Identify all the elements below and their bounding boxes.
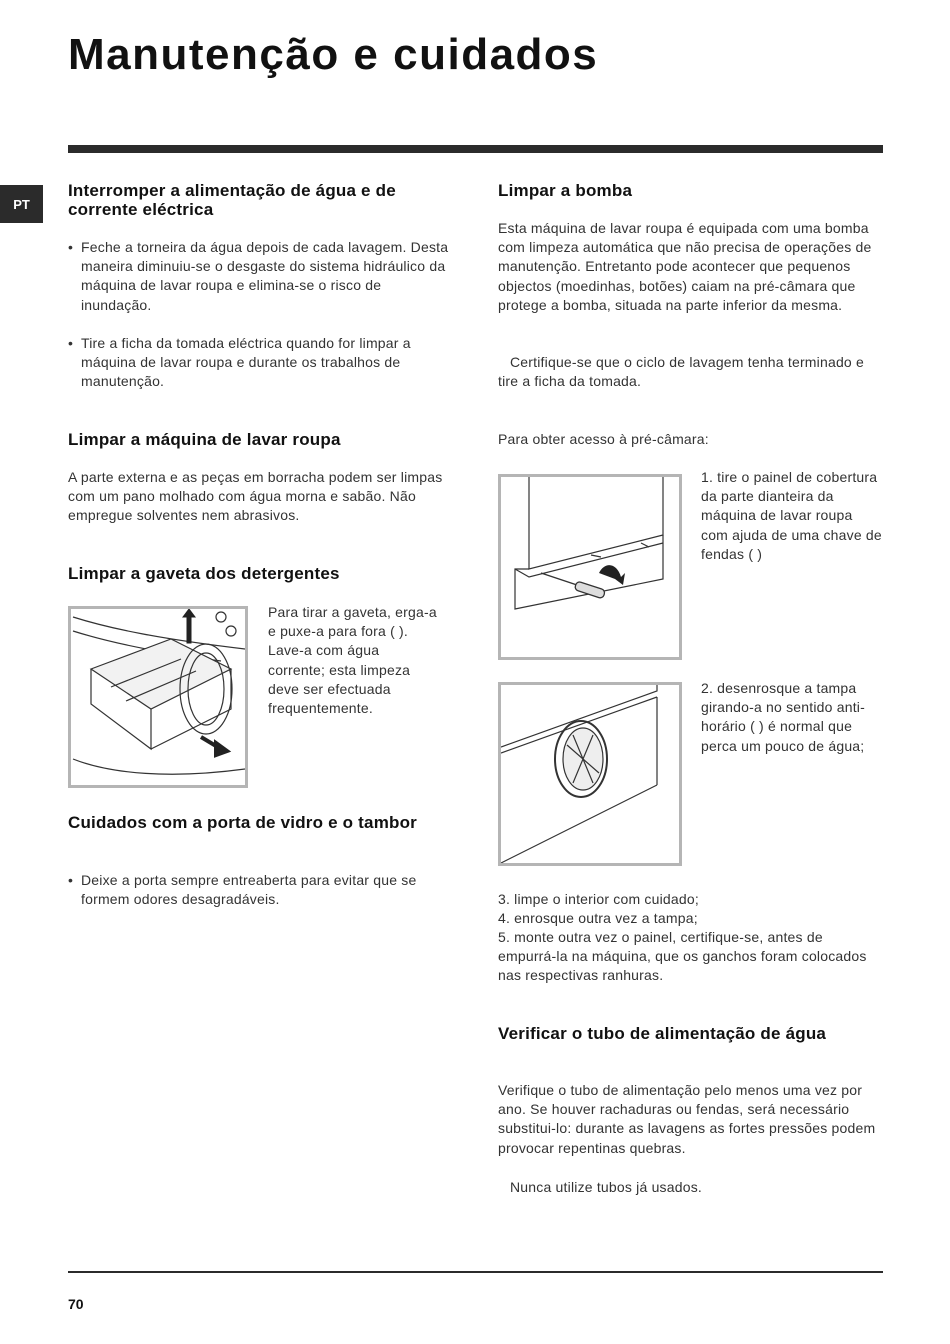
drawer-instructions: Para tirar a gaveta, erga-a e puxe-a para fora ( ). Lave-a com água corrente; esta limpeza deve ser efectuada frequentemente.	[268, 604, 437, 717]
section-heading-clean-machine: Limpar a máquina de lavar roupa	[68, 430, 341, 449]
page-title: Manutenção e cuidados	[68, 30, 599, 79]
paragraph: Esta máquina de lavar roupa é equipada com uma bomba com limpeza automática que não precisa de operações de manutenção. Entretanto pode acontecer que pequenos objectos (moedinhas, botões) caiam na pré-câmara que protege a bomba, situada na parte inferior da mesma.	[498, 220, 872, 313]
detergent-drawer-illustration	[68, 606, 248, 788]
step-1: 1. tire o painel de cobertura da parte dianteira da máquina de lavar roupa com ajuda de uma chave de fendas ( )	[701, 469, 882, 562]
paragraph: A parte externa e as peças em borracha podem ser limpas com um pano molhado com água morna e sabão. Não empregue solventes nem abrasivos.	[68, 469, 443, 524]
section-heading-door-drum: Cuidados com a porta de vidro e o tambor	[68, 813, 417, 832]
section-heading-water-power: Interromper a alimentação de água e de corrente eléctrica	[68, 181, 396, 219]
panel-drawing	[501, 477, 679, 657]
pump-cap-drawing	[501, 685, 679, 863]
language-tab: PT	[0, 185, 43, 223]
bullet-item: • Deixe a porta sempre entreaberta para evitar que se formem odores desagradáveis.	[68, 871, 453, 909]
bullet-item: • Tire a ficha da tomada eléctrica quando for limpar a máquina de lavar roupa e durante os trabalhos de manutenção.	[68, 334, 453, 392]
warning-paragraph: Nunca utilize tubos já usados.	[510, 1179, 702, 1195]
bottom-divider	[68, 1271, 883, 1273]
top-divider	[68, 145, 883, 153]
drawer-drawing	[71, 609, 245, 785]
step-2: 2. desenrosque a tampa girando-a no sentido anti-horário ( ) é normal que perca um pouco de água;	[701, 680, 865, 754]
section-heading-detergent-drawer: Limpar a gaveta dos detergentes	[68, 564, 340, 583]
paragraph: Para obter acesso à pré-câmara:	[498, 431, 709, 447]
pump-cap-illustration	[498, 682, 682, 866]
step-5: 5. monte outra vez o painel, certifique-se, antes de empurrá-la na máquina, que os ganchos foram colocados nas respectivas ranhuras.	[498, 929, 867, 984]
step-3: 3. limpe o interior com cuidado;	[498, 891, 699, 907]
section-heading-clean-pump: Limpar a bomba	[498, 181, 633, 200]
section-heading-supply-hose: Verificar o tubo de alimentação de água	[498, 1024, 827, 1043]
page-number: 70	[68, 1296, 84, 1312]
warning-paragraph: Certifique-se que o ciclo de lavagem tenha terminado e tire a ficha da tomada.	[498, 354, 864, 390]
panel-removal-illustration	[498, 474, 682, 660]
paragraph: Verifique o tubo de alimentação pelo menos uma vez por ano. Se houver rachaduras ou fendas, será necessário substitui-lo: durante as lavagens as fortes pressões podem provocar repentinas quebras.	[498, 1082, 876, 1156]
step-4: 4. enrosque outra vez a tampa;	[498, 910, 698, 926]
bullet-item: • Feche a torneira da água depois de cada lavagem. Desta maneira diminuiu-se o desgaste do sistema hidráulico da máquina de lavar roupa e elimina-se o risco de inundação.	[68, 238, 453, 315]
